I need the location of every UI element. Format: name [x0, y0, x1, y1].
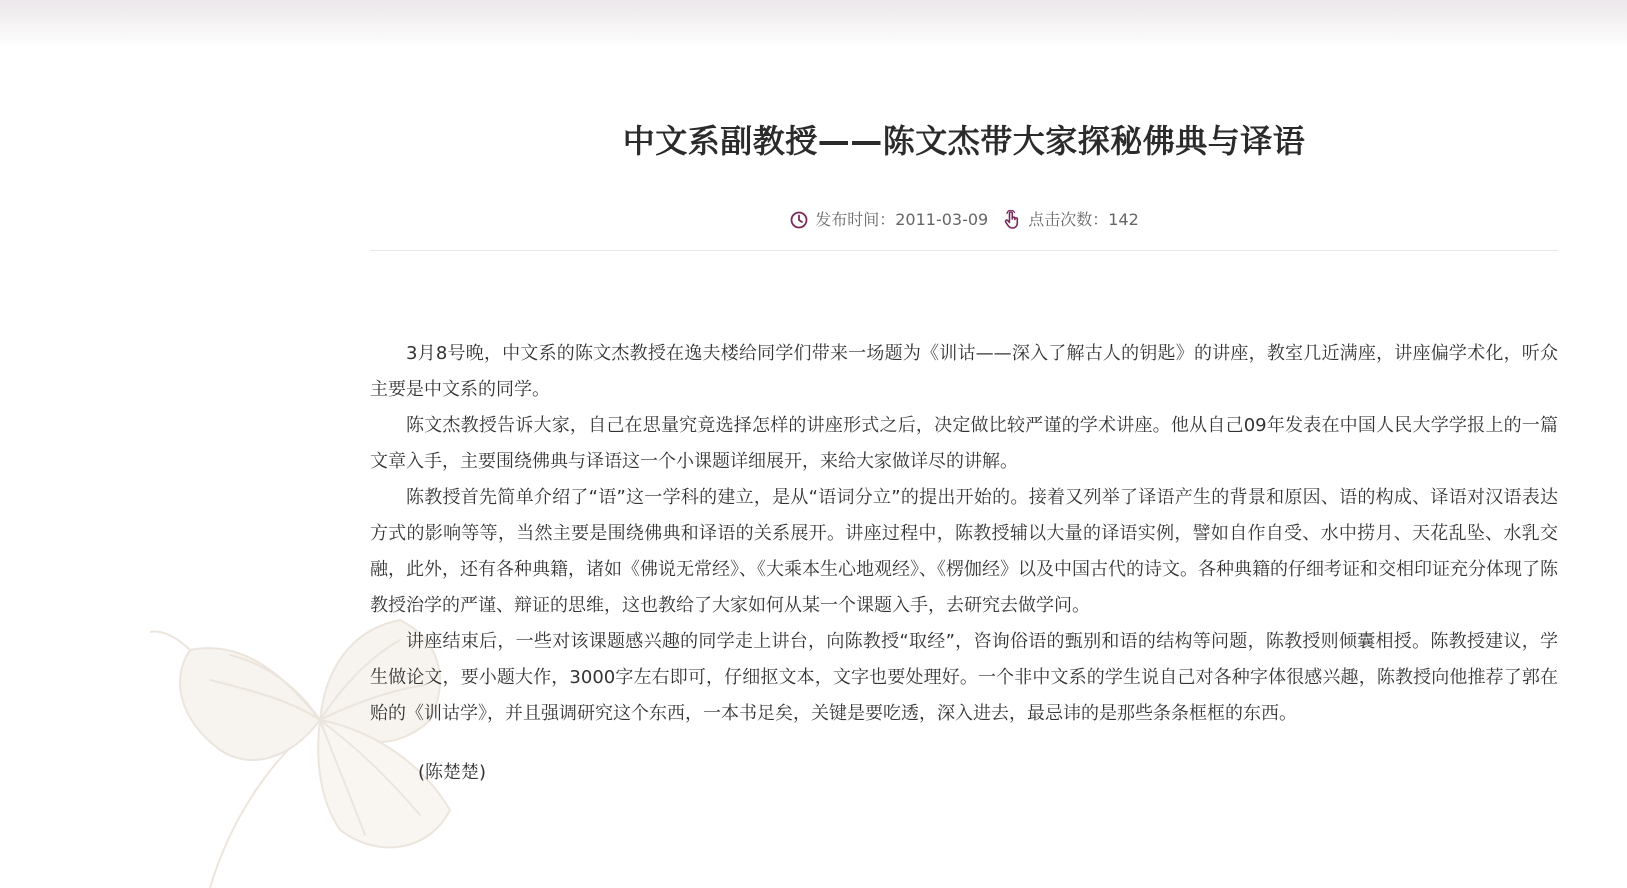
- clock-icon: [789, 210, 809, 230]
- publish-time-label: 发布时间：: [815, 210, 896, 229]
- header-shadow: [0, 0, 1627, 48]
- article-paragraph: 3月8号晚，中文系的陈文杰教授在逸夫楼给同学们带来一场题为《训诂——深入了解古人的钥匙》的讲座，教室几近满座，讲座偏学术化，听众主要是中文系的同学。: [370, 343, 1558, 400]
- article-paragraph: 陈文杰教授告诉大家，自己在思量究竟选择怎样的讲座形式之后，决定做比较严谨的学术讲座。他从自己09年发表在中国人民大学学报上的一篇文章入手，主要围绕佛典与译语这一个小课题详细展开，来给大家做详尽的讲解。: [370, 415, 1558, 472]
- title-divider: [370, 250, 1558, 251]
- article-author: (陈楚楚): [418, 762, 487, 783]
- article-meta: [370, 208, 1558, 232]
- view-count: [1002, 208, 1139, 232]
- article-paragraph: 陈教授首先简单介绍了“语”这一学科的建立，是从“语词分立”的提出开始的。接着又列举了译语产生的背景和原因、语的构成、译语对汉语表达方式的影响等等，当然主要是围绕佛典和译语的关系展开。讲座过程中，陈教授辅以大量的译语实例，譬如自作自受、水中捞月、天花乱坠、水乳交融，此外，还有各种典籍，诸如《佛说无常经》、《大乘本生心地观经》、《楞伽经》以及中国古代的诗文。各种典籍的仔细考证和交相印证充分体现了陈教授治学的严谨、辩证的思维，这也教给了大家如何从某一个课题入手，去研究去做学问。: [370, 487, 1558, 616]
- article-body: [370, 336, 1558, 732]
- view-count-value: 142: [1108, 210, 1139, 229]
- publish-time-value: 2011-03-09: [895, 210, 989, 229]
- pointer-hand-icon: [1002, 210, 1022, 230]
- article-title: 中文系副教授——陈文杰带大家探秘佛典与译语: [622, 122, 1306, 160]
- publish-time: [789, 208, 988, 232]
- article-paragraph: 讲座结束后，一些对该课题感兴趣的同学走上讲台，向陈教授“取经”，咨询俗语的甄别和语的结构等问题，陈教授则倾囊相授。陈教授建议，学生做论文，要小题大作，3000字左右即可，仔细抠文本，文字也要处理好。一个非中文系的学生说自己对各种字体很感兴趣，陈教授向他推荐了郭在贻的《训诂学》，并且强调研究这个东西，一本书足矣，关键是要吃透，深入进去，最忌讳的是那些条条框框的东西。: [370, 631, 1558, 724]
- view-count-label: 点击次数：: [1028, 210, 1109, 229]
